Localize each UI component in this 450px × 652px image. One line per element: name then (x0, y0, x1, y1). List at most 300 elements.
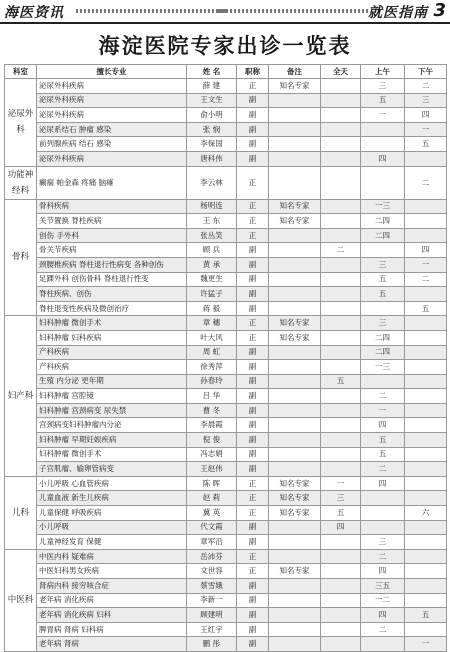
cell-pm (405, 433, 447, 448)
cell-am (361, 520, 405, 535)
cell-pm: 四 (405, 243, 447, 258)
cell-name: 曹 冬 (187, 403, 237, 418)
header-left: 海医资讯 (4, 5, 64, 21)
cell-am (361, 374, 405, 389)
cell-specialty: 产科疾病 (37, 360, 187, 375)
cell-specialty: 泌尿外科疾病 (37, 108, 187, 123)
cell-pm: 五 (405, 608, 447, 623)
cell-pm (405, 491, 447, 506)
cell-name: 鹏 彤 (187, 637, 237, 652)
cell-note (269, 301, 321, 316)
cell-am: 二 (361, 389, 405, 404)
header-right: 就医指南 (368, 5, 428, 21)
table-row (5, 491, 447, 506)
cell-am (361, 301, 405, 316)
cell-pm: 一 (405, 122, 447, 137)
cell-name: 吕 华 (187, 389, 237, 404)
table-row (5, 79, 447, 94)
table-row (5, 637, 447, 652)
cell-pm (405, 287, 447, 302)
table-row (5, 433, 447, 448)
cell-pm (405, 360, 447, 375)
schedule-table (4, 64, 447, 652)
cell-note (269, 360, 321, 375)
cell-title: 副 (237, 272, 269, 287)
cell-specialty: 足踝外科 创伤骨科 脊柱退行性变 (37, 272, 187, 287)
cell-name: 文世容 (187, 564, 237, 579)
cell-specialty: 脊柱退变性疾病及微创治疗 (37, 301, 187, 316)
cell-am: 二 (361, 622, 405, 637)
cell-allday (321, 330, 361, 345)
cell-title: 正 (237, 564, 269, 579)
table-row (5, 608, 447, 623)
cell-am (361, 491, 405, 506)
cell-pm (405, 520, 447, 535)
cell-note: 知名专家 (269, 316, 321, 331)
cell-title: 副 (237, 345, 269, 360)
cell-specialty: 宫颈病变妇科肿瘤内分泌 (37, 418, 187, 433)
cell-name: 张 悯 (187, 122, 237, 137)
cell-pm (405, 403, 447, 418)
cell-title: 正 (237, 228, 269, 243)
cell-title: 正 (237, 166, 269, 199)
cell-note (269, 549, 321, 564)
table-header-row (5, 65, 447, 79)
cell-specialty: 中医妇科男女疾病 (37, 564, 187, 579)
cell-note (269, 287, 321, 302)
table-row (5, 447, 447, 462)
cell-name: 薛 建 (187, 79, 237, 94)
cell-name: 周 虹 (187, 345, 237, 360)
cell-am: 四 (361, 564, 405, 579)
table-row (5, 228, 447, 243)
cell-am: 二 (361, 462, 405, 477)
cell-pm (405, 330, 447, 345)
cell-title: 正 (237, 491, 269, 506)
cell-allday: 二 (321, 243, 361, 258)
cell-pm (405, 593, 447, 608)
cell-specialty: 关节置换 脊柱疾病 (37, 214, 187, 229)
cell-allday (321, 122, 361, 137)
cell-pm (405, 389, 447, 404)
cell-allday (321, 360, 361, 375)
table-row (5, 199, 447, 214)
table-row (5, 330, 447, 345)
cell-name: 黄 承 (187, 257, 237, 272)
cell-specialty: 颈腰椎疾病 脊柱退行性病变 各种创伤 (37, 257, 187, 272)
cell-allday (321, 564, 361, 579)
cell-note: 知名专家 (269, 506, 321, 521)
cell-note (269, 151, 321, 166)
cell-pm (405, 579, 447, 594)
cell-pm: 二 (405, 166, 447, 199)
cell-name: 张丛笑 (187, 228, 237, 243)
table-row (5, 166, 447, 199)
cell-note: 知名专家 (269, 564, 321, 579)
cell-allday (321, 389, 361, 404)
col-header-note: 备注 (269, 65, 321, 79)
header-divider-right (218, 9, 368, 13)
cell-name: 王文生 (187, 93, 237, 108)
cell-title: 副 (237, 243, 269, 258)
cell-am (361, 166, 405, 199)
cell-specialty: 妇科肿瘤 宫腔镜 (37, 389, 187, 404)
cell-title: 正 (237, 330, 269, 345)
cell-specialty: 前列腺疾病 结石 感染 (37, 137, 187, 152)
cell-specialty: 创伤 手外科 (37, 228, 187, 243)
cell-name: 魏更生 (187, 272, 237, 287)
cell-specialty: 肾病内科 接穷咳合症 (37, 579, 187, 594)
col-header-title: 职称 (237, 65, 269, 79)
cell-title: 副 (237, 257, 269, 272)
cell-pm (405, 418, 447, 433)
cell-title: 副 (237, 622, 269, 637)
cell-pm (405, 151, 447, 166)
cell-am: 一 (361, 108, 405, 123)
col-header-specialty: 擅长专业 (37, 65, 187, 79)
cell-title: 副 (237, 403, 269, 418)
cell-note: 知名专家 (269, 199, 321, 214)
cell-specialty: 泌尿外科疾病 (37, 151, 187, 166)
cell-specialty: 儿童保健 呼吸疾病 (37, 506, 187, 521)
cell-specialty: 泌尿系结石 肿瘤 感染 (37, 122, 187, 137)
cell-pm (405, 316, 447, 331)
cell-title: 副 (237, 137, 269, 152)
table-row (5, 476, 447, 491)
cell-am: 四 (361, 476, 405, 491)
cell-am (361, 122, 405, 137)
cell-note (269, 345, 321, 360)
page-number: 3 (433, 0, 446, 21)
cell-name: 顾建明 (187, 608, 237, 623)
table-row (5, 257, 447, 272)
cell-am: 一三 (361, 360, 405, 375)
col-header-allday: 全天 (321, 65, 361, 79)
cell-pm: 一 (405, 637, 447, 652)
cell-pm: 六 (405, 506, 447, 521)
cell-specialty: 老年病 消化疾病 妇科 (37, 608, 187, 623)
cell-note (269, 166, 321, 199)
cell-specialty: 子宫肌瘤、输卵管病变 (37, 462, 187, 477)
cell-specialty: 老年病 肾病 (37, 637, 187, 652)
cell-am: 一 (361, 403, 405, 418)
cell-name: 王赵伟 (187, 462, 237, 477)
cell-allday (321, 272, 361, 287)
cell-note: 知名专家 (269, 330, 321, 345)
cell-name: 蒋 毅 (187, 301, 237, 316)
cell-name: 赵 莉 (187, 491, 237, 506)
table-row (5, 389, 447, 404)
table-row (5, 374, 447, 389)
cell-note: 知名专家 (269, 214, 321, 229)
dept-cell: 泌尿外科 (5, 79, 37, 167)
cell-pm (405, 228, 447, 243)
cell-specialty: 儿童血液 新生儿疾病 (37, 491, 187, 506)
cell-allday (321, 228, 361, 243)
col-header-dept: 科室 (5, 65, 37, 79)
cell-allday (321, 79, 361, 94)
cell-allday (321, 579, 361, 594)
dept-cell: 妇产科 (5, 316, 37, 477)
cell-title: 副 (237, 93, 269, 108)
cell-allday (321, 637, 361, 652)
cell-title: 副 (237, 287, 269, 302)
cell-title: 副 (237, 462, 269, 477)
cell-title: 副 (237, 360, 269, 375)
cell-am: 五 (361, 93, 405, 108)
cell-name: 代文霞 (187, 520, 237, 535)
table-row (5, 549, 447, 564)
cell-title: 副 (237, 579, 269, 594)
cell-allday: 四 (321, 520, 361, 535)
table-row (5, 506, 447, 521)
header-divider-left (76, 9, 226, 13)
table-row (5, 122, 447, 137)
cell-allday (321, 433, 361, 448)
cell-name: 杨明连 (187, 199, 237, 214)
table-row (5, 579, 447, 594)
cell-title: 副 (237, 535, 269, 550)
cell-note (269, 637, 321, 652)
cell-allday (321, 137, 361, 152)
table-row (5, 462, 447, 477)
cell-title: 副 (237, 122, 269, 137)
cell-title: 副 (237, 301, 269, 316)
cell-note (269, 93, 321, 108)
cell-specialty: 老年病 消化疾病 (37, 593, 187, 608)
cell-specialty: 妇科肿瘤 微创手术 (37, 447, 187, 462)
cell-note (269, 418, 321, 433)
table-row (5, 108, 447, 123)
cell-title: 副 (237, 151, 269, 166)
cell-am: 四 (361, 151, 405, 166)
cell-title: 副 (237, 418, 269, 433)
table-row (5, 272, 447, 287)
cell-name: 岳沛芬 (187, 549, 237, 564)
cell-specialty: 妇科肿瘤 妇科疾病 (37, 330, 187, 345)
cell-am (361, 137, 405, 152)
cell-name: 李云林 (187, 166, 237, 199)
cell-allday: 五 (321, 374, 361, 389)
cell-specialty: 骨关节疾病 (37, 243, 187, 258)
table-row (5, 622, 447, 637)
cell-specialty: 泌尿外科疾病 (37, 93, 187, 108)
cell-name: 唐科伟 (187, 151, 237, 166)
cell-allday (321, 287, 361, 302)
table-row (5, 316, 447, 331)
cell-title: 正 (237, 549, 269, 564)
cell-pm (405, 462, 447, 477)
cell-name: 徐秀萍 (187, 360, 237, 375)
cell-allday (321, 403, 361, 418)
table-row (5, 403, 447, 418)
cell-pm: 五 (405, 301, 447, 316)
cell-specialty: 泌尿外科疾病 (37, 79, 187, 94)
cell-specialty: 妇科肿瘤 微创手术 (37, 316, 187, 331)
cell-note (269, 579, 321, 594)
cell-specialty: 脾胃病 肾病 妇科病 (37, 622, 187, 637)
cell-name: 冀 英 (187, 506, 237, 521)
cell-am: 二四 (361, 345, 405, 360)
dept-cell: 中医科 (5, 549, 37, 651)
cell-note (269, 593, 321, 608)
cell-pm (405, 199, 447, 214)
cell-title: 副 (237, 520, 269, 535)
dept-cell: 儿科 (5, 476, 37, 549)
cell-am (361, 243, 405, 258)
cell-allday (321, 535, 361, 550)
cell-title: 副 (237, 433, 269, 448)
cell-name: 冯志娟 (187, 447, 237, 462)
cell-note: 知名专家 (269, 79, 321, 94)
cell-note (269, 535, 321, 550)
cell-am: 一三 (361, 199, 405, 214)
cell-am: 一二 (361, 593, 405, 608)
page-title: 海淀医院专家出诊一览表 (98, 34, 352, 58)
cell-title: 副 (237, 608, 269, 623)
cell-allday (321, 166, 361, 199)
cell-pm: 四 (405, 108, 447, 123)
cell-pm (405, 622, 447, 637)
cell-name: 许猛子 (187, 287, 237, 302)
cell-pm: 五 (405, 137, 447, 152)
cell-note (269, 447, 321, 462)
cell-specialty: 儿童神经发育 保健 (37, 535, 187, 550)
cell-specialty: 妇科肿瘤 早期妊娠疾病 (37, 433, 187, 448)
cell-am (361, 637, 405, 652)
cell-name: 叶大风 (187, 330, 237, 345)
cell-allday (321, 345, 361, 360)
cell-title: 正 (237, 199, 269, 214)
cell-allday (321, 108, 361, 123)
cell-pm (405, 564, 447, 579)
cell-allday (321, 199, 361, 214)
col-header-pm: 下午 (405, 65, 447, 79)
cell-note (269, 257, 321, 272)
cell-note (269, 462, 321, 477)
cell-name: 李保国 (187, 137, 237, 152)
cell-note (269, 108, 321, 123)
cell-specialty: 小儿呼吸 心血管疾病 (37, 476, 187, 491)
cell-note (269, 243, 321, 258)
cell-title: 正 (237, 506, 269, 521)
cell-am: 三 (361, 257, 405, 272)
cell-pm: 三 (405, 93, 447, 108)
cell-note (269, 608, 321, 623)
col-header-am: 上午 (361, 65, 405, 79)
table-row (5, 287, 447, 302)
cell-allday: 一 (321, 476, 361, 491)
cell-am (361, 506, 405, 521)
cell-note: 知名专家 (269, 476, 321, 491)
cell-am: 二 (361, 549, 405, 564)
cell-note (269, 433, 321, 448)
cell-allday (321, 418, 361, 433)
cell-allday (321, 151, 361, 166)
table-row (5, 93, 447, 108)
cell-am: 二四 (361, 228, 405, 243)
cell-allday (321, 93, 361, 108)
cell-note (269, 622, 321, 637)
cell-specialty: 癫痫 帕金森 疼痛 脑瘫 (37, 166, 187, 199)
cell-name: 章 穗 (187, 316, 237, 331)
page-header (0, 0, 450, 24)
cell-allday (321, 301, 361, 316)
cell-note (269, 389, 321, 404)
cell-pm (405, 374, 447, 389)
cell-allday (321, 549, 361, 564)
cell-name: 俞小明 (187, 108, 237, 123)
table-row (5, 137, 447, 152)
table-row (5, 360, 447, 375)
cell-allday (321, 257, 361, 272)
cell-am: 四 (361, 608, 405, 623)
cell-name: 王红宇 (187, 622, 237, 637)
cell-title: 副 (237, 108, 269, 123)
cell-note (269, 403, 321, 418)
cell-allday (321, 593, 361, 608)
cell-am: 五 (361, 433, 405, 448)
table-row (5, 301, 447, 316)
cell-allday: 三 (321, 491, 361, 506)
cell-pm: 二 (405, 79, 447, 94)
cell-allday (321, 462, 361, 477)
cell-name: 陈 晖 (187, 476, 237, 491)
cell-title: 副 (237, 593, 269, 608)
cell-allday (321, 214, 361, 229)
cell-am: 五 (361, 447, 405, 462)
table-row (5, 214, 447, 229)
table-row (5, 243, 447, 258)
cell-title: 正 (237, 79, 269, 94)
cell-title: 正 (237, 476, 269, 491)
cell-pm (405, 447, 447, 462)
cell-note (269, 272, 321, 287)
cell-specialty: 妇科肿瘤 宫颈病变 尿失禁 (37, 403, 187, 418)
cell-specialty: 脊柱疾病、创伤 (37, 287, 187, 302)
cell-am: 二四 (361, 330, 405, 345)
table-row (5, 520, 447, 535)
cell-pm (405, 549, 447, 564)
cell-name: 孙春玲 (187, 374, 237, 389)
cell-name: 倪 俊 (187, 433, 237, 448)
cell-am: 三五 (361, 579, 405, 594)
cell-note (269, 228, 321, 243)
cell-title: 副 (237, 637, 269, 652)
cell-specialty: 中医内科 疑难病 (37, 549, 187, 564)
col-header-name: 姓 名 (187, 65, 237, 79)
cell-pm (405, 476, 447, 491)
cell-pm (405, 535, 447, 550)
cell-am: 五 (361, 287, 405, 302)
cell-allday (321, 447, 361, 462)
cell-allday (321, 316, 361, 331)
cell-specialty: 小儿呼吸 (37, 520, 187, 535)
cell-name: 王 东 (187, 214, 237, 229)
cell-title: 正 (237, 316, 269, 331)
cell-name: 李晨霞 (187, 418, 237, 433)
table-row (5, 418, 447, 433)
table-row (5, 535, 447, 550)
cell-name: 蔡雪娥 (187, 579, 237, 594)
cell-note (269, 374, 321, 389)
cell-am: 三 (361, 316, 405, 331)
cell-am: 三 (361, 535, 405, 550)
cell-note (269, 520, 321, 535)
cell-title: 副 (237, 374, 269, 389)
cell-am: 二四 (361, 214, 405, 229)
cell-allday (321, 608, 361, 623)
